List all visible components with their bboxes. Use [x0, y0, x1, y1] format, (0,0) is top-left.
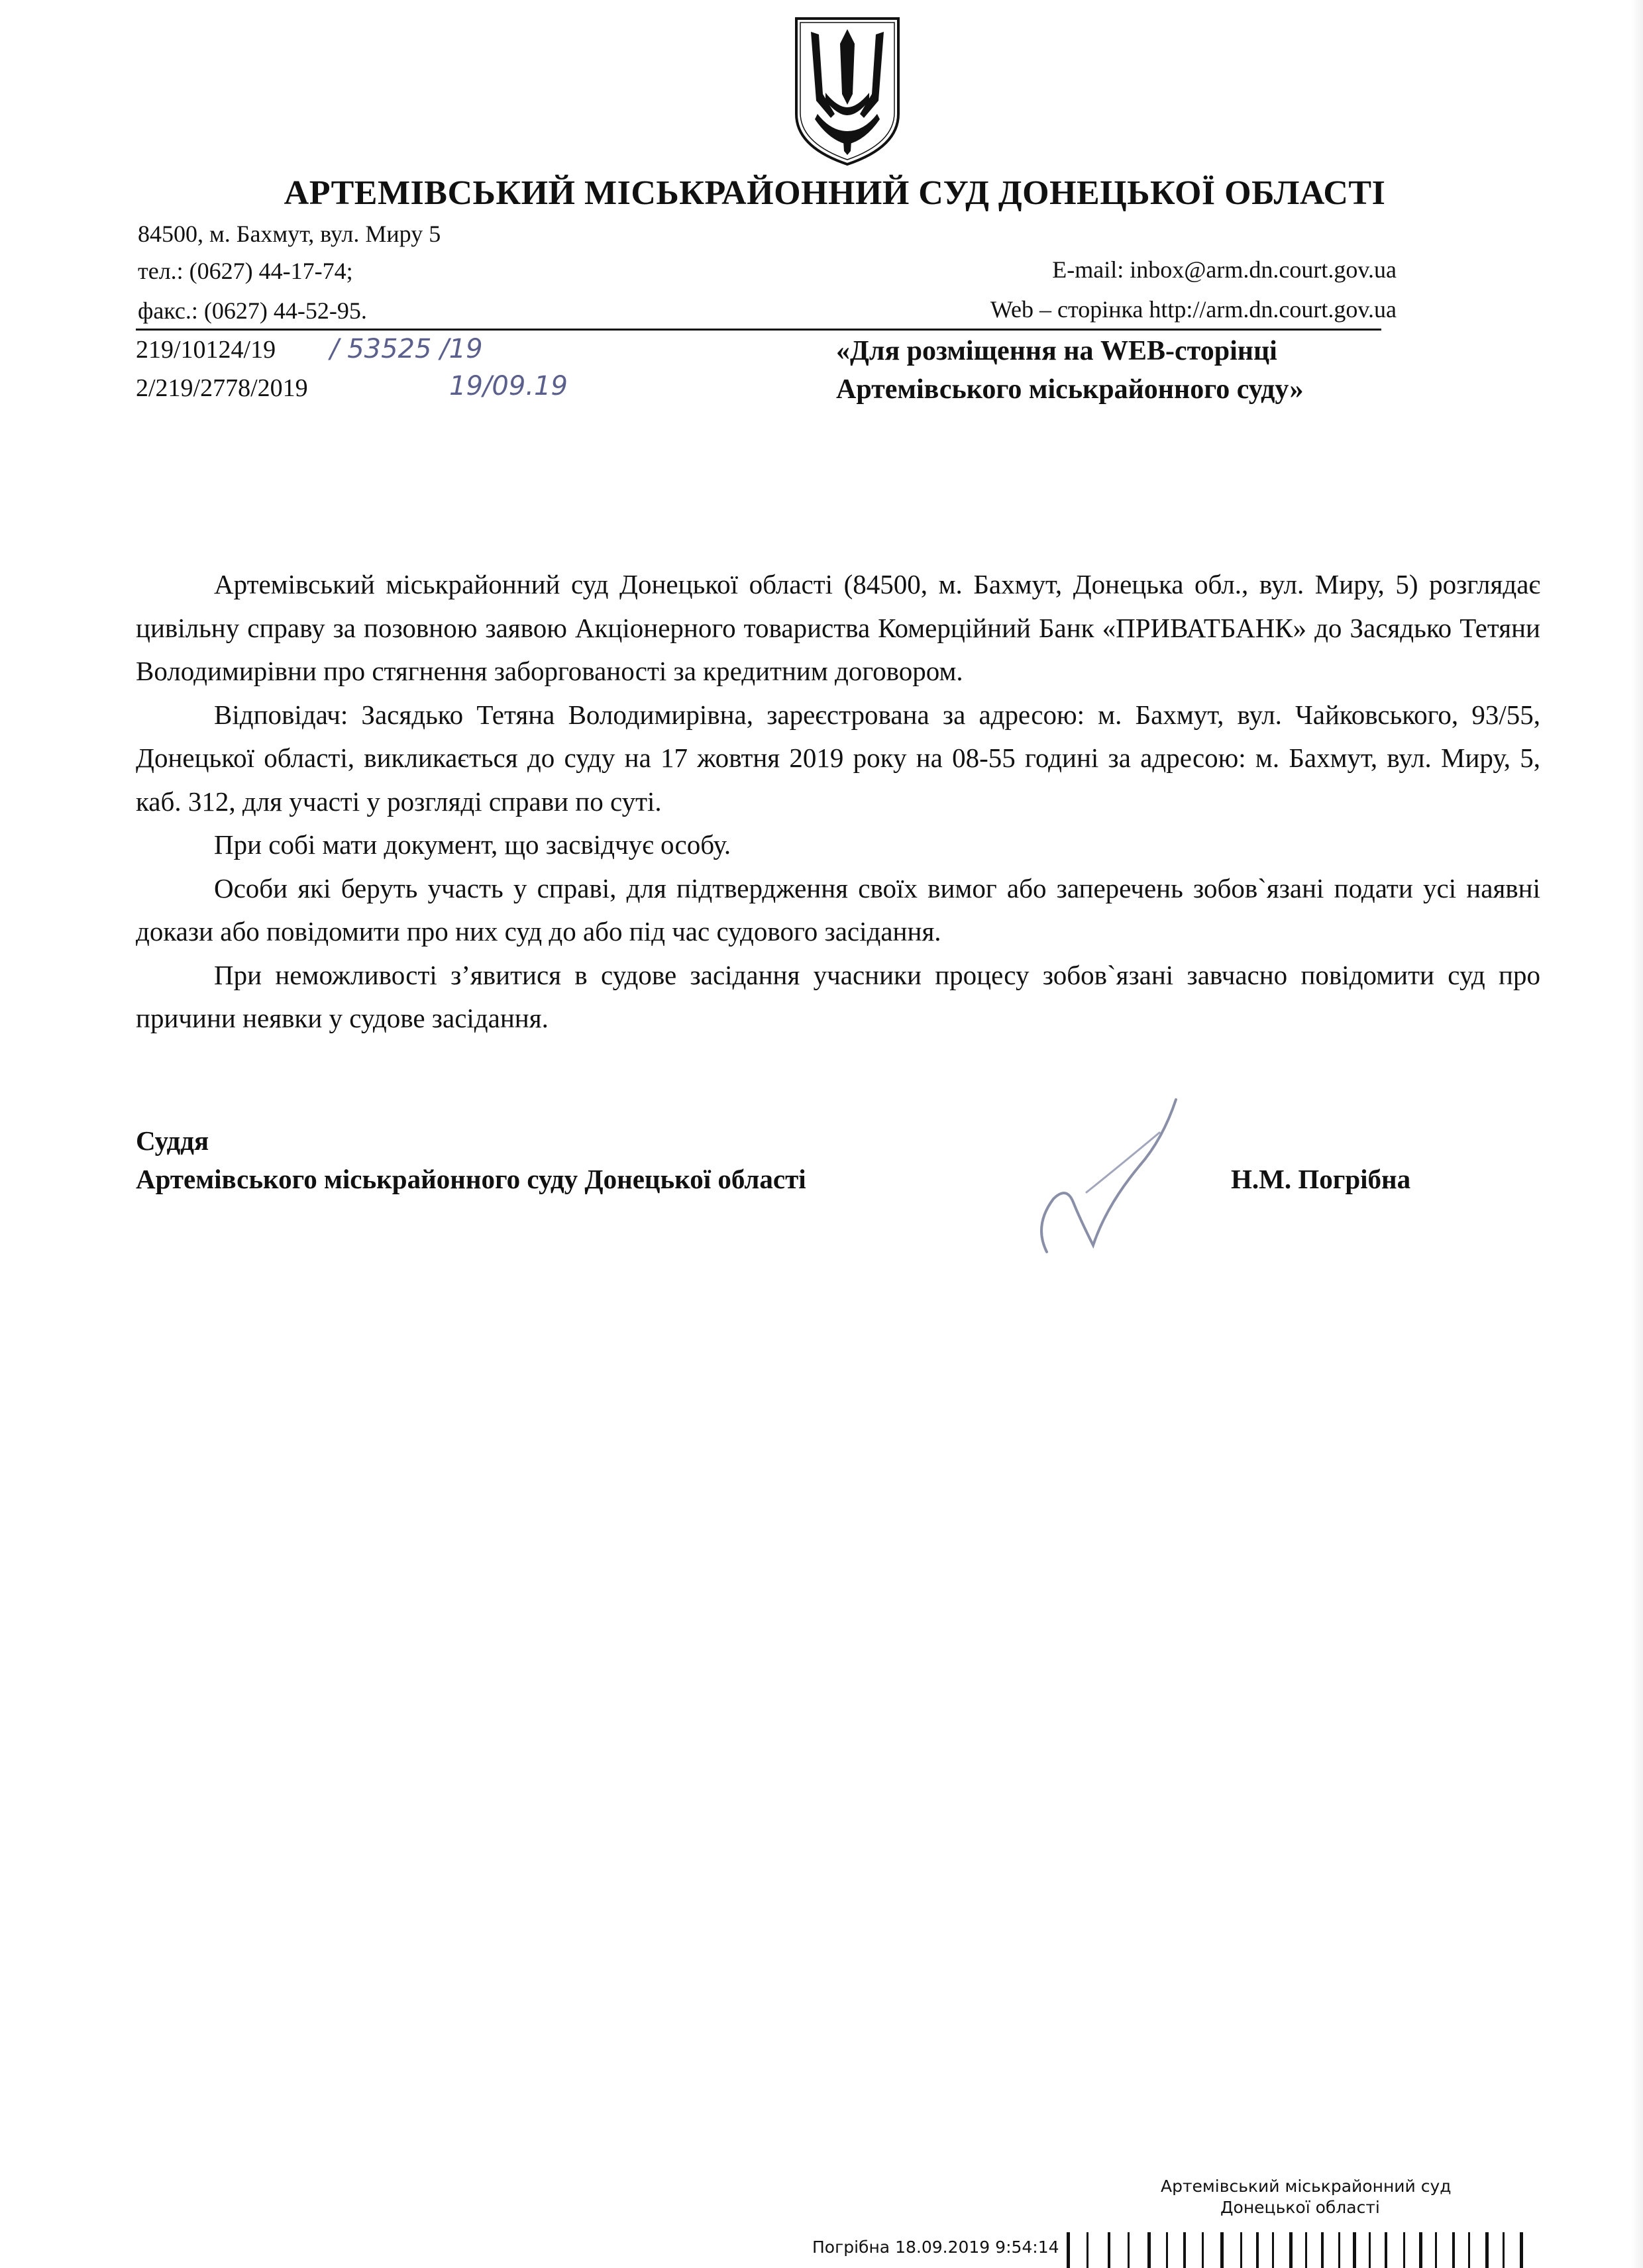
stamp-court-line-1: Артемівський міськрайонний суд [1161, 2177, 1452, 2196]
scan-edge-shadow [1631, 0, 1643, 2268]
court-website: Web – сторінка http://arm.dn.court.gov.ua [990, 296, 1397, 323]
handwritten-registration-number: / 53525 /19 [330, 334, 483, 364]
judge-title: Суддя [136, 1125, 209, 1156]
barcode-icon [1067, 2232, 1524, 2268]
court-title: АРТЕМІВСЬКИЙ МІСЬКРАЙОННИЙ СУД ДОНЕЦЬКОЇ ОБЛАСТІ [284, 174, 1386, 212]
body-paragraph-case: Артемівський міськрайонний суд Донецької області (84500, м. Бахмут, Донецька обл., вул. Миру, 5) розглядає цивільну справу за позовною заявою Акціонерного товариства Комерційний Банк «ПРИВАТБАНК» до Засядько Тетяни Володимирівни про стягнення заборгованості за кредитним договором. [136, 569, 1540, 686]
court-address: 84500, м. Бахмут, вул. Миру 5 [138, 221, 441, 247]
body-paragraph-absence: При неможливості з’явитися в судове засідання учасники процесу зобов`язані завчасно повідомити суд про причини неявки у судове засідання. [136, 959, 1540, 1033]
stamp-user-timestamp: Погрібна 18.09.2019 9:54:14 [812, 2238, 1059, 2257]
court-fax: факс.: (0627) 44-52-95. [138, 297, 367, 324]
case-number-primary: 219/10124/19 [136, 336, 276, 364]
body-paragraph-evidence: Особи які беруть участь у справі, для підтвердження своїх вимог або заперечень зобов`язані подати усі наявні докази або повідомити про них суд до або під час судового засідання. [136, 872, 1540, 947]
court-email: E-mail: inbox@arm.dn.court.gov.ua [1052, 256, 1397, 283]
handwritten-signature-icon [1007, 1086, 1192, 1265]
judge-court: Артемівського міськрайонного суду Донецької області [136, 1164, 806, 1194]
case-number-secondary: 2/219/2778/2019 [136, 374, 308, 402]
body-paragraph-defendant: Відповідач: Засядько Тетяна Володимирівна, зареєстрована за адресою: м. Бахмут, вул. Чайковського, 93/55, Донецької області, викликається до суду на 17 жовтня 2019 року на 08-55 годині за адресою: м. Бахмут, вул. Миру, 5, каб. 312, для участі у розгляді справи по суті. [136, 699, 1540, 817]
stamp-court-line-2: Донецької області [1220, 2198, 1380, 2217]
handwritten-date: 19/09.19 [449, 371, 568, 401]
body-paragraph-id-document: При собі мати документ, що засвідчує особу. [214, 829, 731, 860]
header-divider [136, 329, 1381, 331]
web-notice-line-1: «Для розміщення на WEB-сторінці [836, 336, 1277, 366]
trident-emblem-icon [791, 15, 904, 168]
judge-name: Н.М. Погрібна [1231, 1164, 1411, 1194]
notice-body [136, 563, 1540, 1041]
court-phone: тел.: (0627) 44-17-74; [138, 258, 353, 284]
web-notice-line-2: Артемівського міськрайонного суду» [836, 374, 1304, 405]
